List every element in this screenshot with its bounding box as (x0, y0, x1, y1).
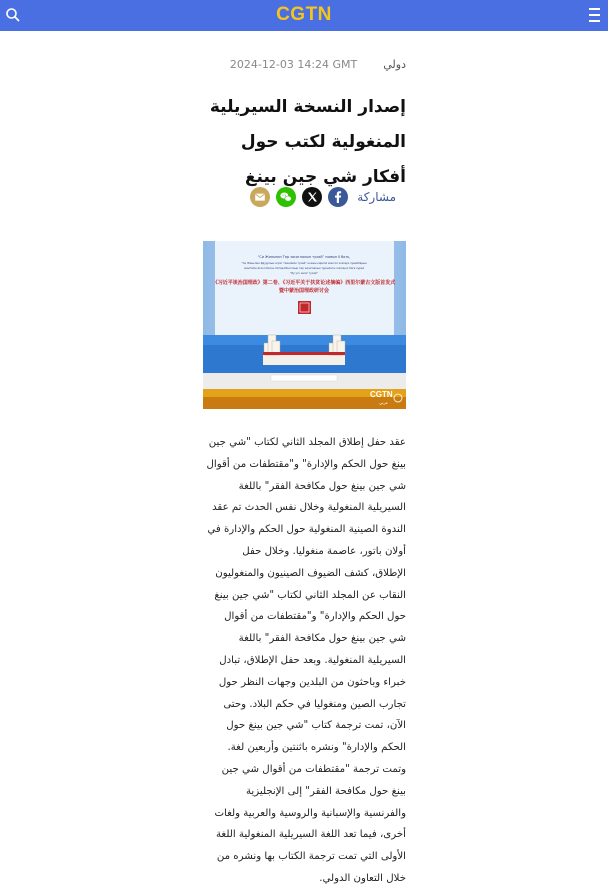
cgtn-watermark: CGTN (370, 390, 393, 399)
cgtn-watermark-sub: عربي (379, 400, 389, 405)
top-navigation-bar (0, 0, 608, 31)
banner-chinese-line-2: 暨中蒙治国理政研讨会 (278, 288, 330, 294)
article-title: إصدار النسخة السيريلية المنغولية لكتب حول أفكار شي جين بينغ (209, 97, 406, 187)
banner-chinese-line-1: 《习近平谈治国理政》第二卷、《习近平关于扶贫论述摘编》西里尔蒙古文版首发式 (212, 280, 396, 286)
banner-mongolian-line-1: “Си Жиньпин Төр засаглалын тухай” номын II боть, (257, 255, 351, 259)
share-bar (244, 183, 396, 211)
banner-mongolian-line-3: нээлтийн ёслол болон Хятад-Монголын төр засаглалын туршлага солилцох бага хурал (243, 267, 365, 270)
facebook-icon[interactable] (328, 187, 348, 207)
article-meta (230, 58, 406, 71)
article-date: 2024-12-03 14:24 GMT (229, 58, 358, 71)
x-icon[interactable] (302, 187, 322, 207)
banner-mongolian-line-2: “Си Жиньпин Ядуурлын эсрэг тэмцлийн тухай” номын кирилл монгол хэлээрх хувилбарын (241, 262, 367, 265)
article-body: عقد حفل إطلاق المجلد الثاني لكتاب "شي جين بينغ حول الحكم والإدارة" و"مقتطفات من أقوال شي جين بينغ حول مكافحة الفقر" باللغة السيريلية المنغولية وخلال نفس الحدث تم عقد الندوة الصينية المنغولية حول الحكم والإدارة في أولان باتور، عاصمة منغوليا. وخلال حفل الإطلاق، كشف الضيوف الصينيون والمنغوليون النقاب عن المجلد الثاني لكتاب "شي جين بينغ حول الحكم والإدارة" و"مقتطفات من أقوال شي جين بينغ حول مكافحة الفقر" باللغة السيريلية المنغولية. وبعد حفل الإطلاق، تبادل خبراء وباحثون من البلدين وجهات النظر حول تجارب الصين ومنغوليا في حكم البلاد. وحتى الآن، تمت ترجمة كتاب "شي جين بينغ حول الحكم والإدارة" ونشره باثنتين وأربعين لغة. وتمت ترجمة "مقتطفات من أقوال شي جين بينغ حول مكافحة الفقر" إلى الإنجليزية والفرنسية والإسبانية والروسية والعربية ولغات أخرى، فيما تعد اللغة السيريلية المنغولية اللغة الأولى التي تمت ترجمة الكتاب بها ونشره من خلال التعاون الدولي. (206, 437, 406, 884)
article-category[interactable]: دولي (383, 58, 406, 71)
site-logo[interactable]: CGTN (276, 4, 332, 25)
article-image[interactable] (203, 241, 406, 409)
email-icon[interactable] (250, 187, 270, 207)
share-label: مشاركة (357, 190, 396, 204)
hamburger-menu-icon[interactable] (589, 8, 600, 22)
wechat-icon[interactable] (276, 187, 296, 207)
banner-mongolian-line-4: “Бу угэ засаг тухай” (290, 272, 318, 275)
